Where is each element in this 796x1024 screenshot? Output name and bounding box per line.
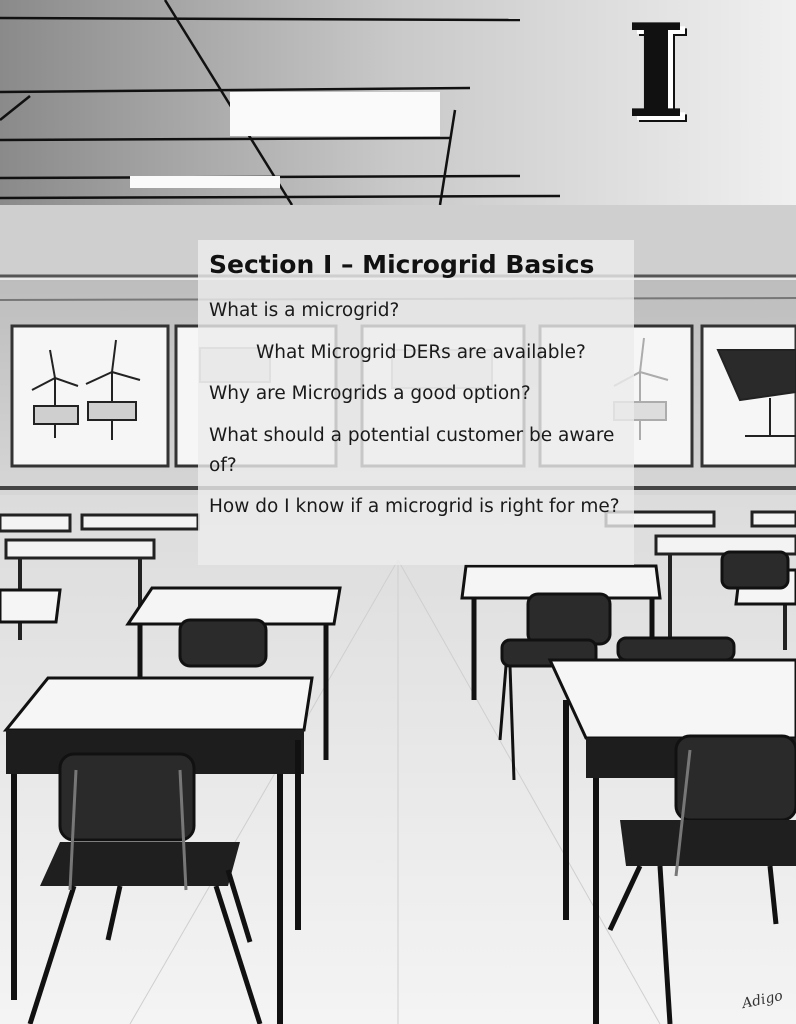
question-item: How do I know if a microgrid is right for me?	[209, 496, 620, 517]
section-numeral: I	[626, 0, 686, 147]
question-item: Why are Microgrids a good option?	[209, 383, 531, 404]
question-item: What is a microgrid?	[209, 300, 400, 321]
section-title: Section I – Microgrid Basics	[209, 250, 595, 279]
artist-signature: Adigo	[740, 987, 785, 1013]
question-item: What Microgrid DERs are available?	[256, 342, 586, 363]
question-item: What should a potential customer be aware of?	[209, 425, 615, 476]
